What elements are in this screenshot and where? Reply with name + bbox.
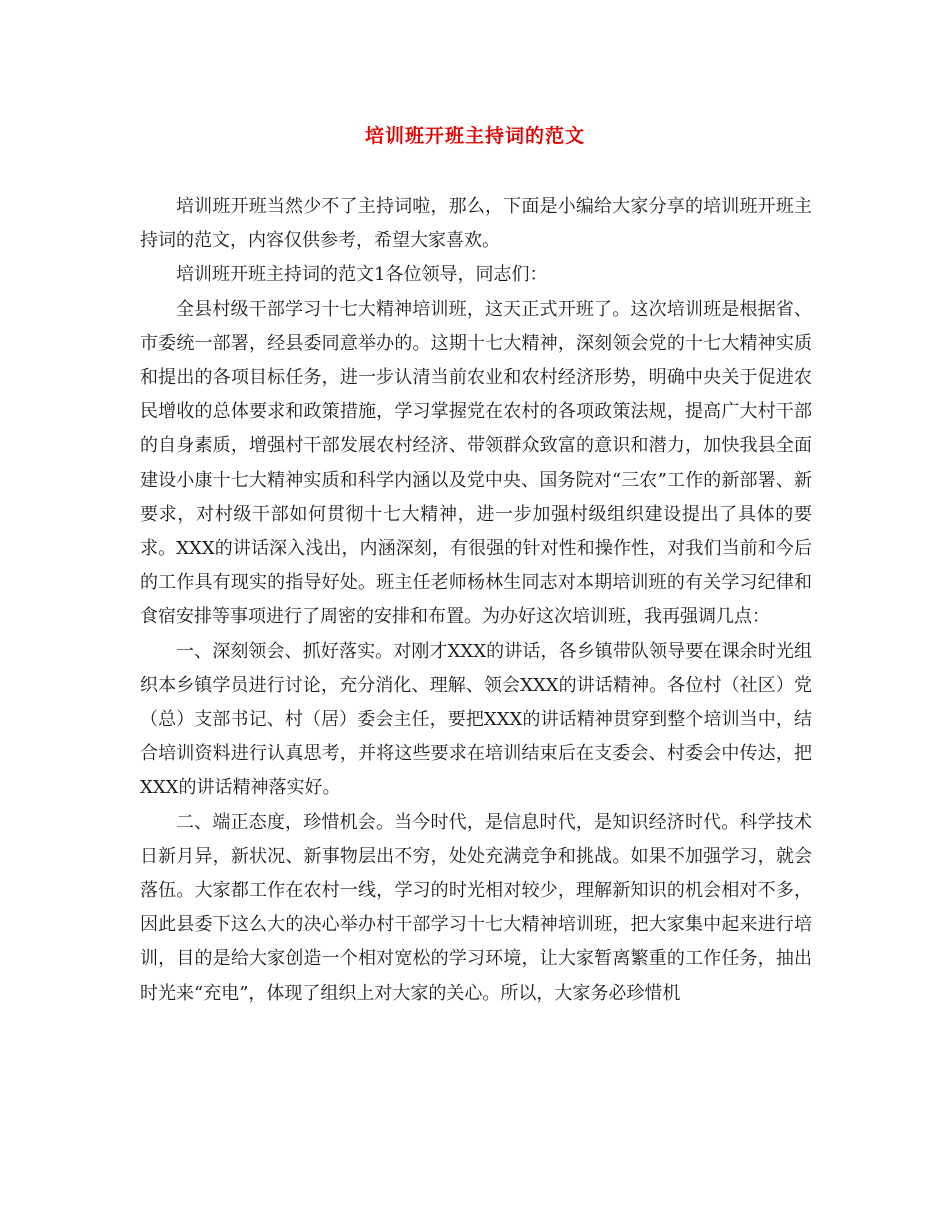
document-title: 培训班开班主持词的范文	[364, 125, 585, 147]
document-body	[140, 190, 812, 1011]
paragraph-point-two: 二、端正态度，珍惜机会。当今时代，是信息时代，是知识经济时代。科学技术日新月异，新状况、新事物层出不穷，处处充满竞争和挑战。如果不加强学习，就会落伍。大家都工作在农村一线，学习的时光相对较少，理解新知识的机会相对不多，因此县委下这么大的决心举办村干部学习十七大精神培训班，把大家集中起来进行培训，目的是给大家创造一个相对宽松的学习环境，让大家暂离繁重的工作任务，抽出时光来“充电”，体现了组织上对大家的关心。所以，大家务必珍惜机	[140, 811, 812, 1004]
paragraph-point-one: 一、深刻领会、抓好落实。对刚才XXX的讲话，各乡镇带队领导要在课余时光组织本乡镇学员进行讨论，充分消化、理解、领会XXX的讲话精神。各位村（社区）党（总）支部书记、村（居）委会主任，要把XXX的讲话精神贯穿到整个培训当中，结合培训资料进行认真思考，并将这些要求在培训结束后在支委会、村委会中传达，把XXX的讲话精神落实好。	[140, 640, 812, 799]
paragraph-salutation: 培训班开班主持词的范文1各位领导，同志们：	[176, 264, 548, 286]
paragraph-opening: 全县村级干部学习十七大精神培训班，这天正式开班了。这次培训班是根据省、市委统一部署，经县委同意举办的。这期十七大精神，深刻领会党的十七大精神实质和提出的各项目标任务，进一步认清当前农业和农村经济形势，明确中央关于促进农民增收的总体要求和政策措施，学习掌握党在农村的各项政策法规，提高广大村干部的自身素质，增强村干部发展农村经济、带领群众致富的意识和潜力，加快我县全面建设小康十七大精神实质和科学内涵以及党中央、国务院对“三农”工作的新部署、新要求，对村级干部如何贯彻十七大精神，进一步加强村级组织建设提出了具体的要求。XXX的讲话深入浅出，内涵深刻，有很强的针对性和操作性，对我们当前和今后的工作具有现实的指导好处。班主任老师杨林生同志对本期培训班的有关学习纪律和食宿安排等事项进行了周密的安排和布置。为办好这次培训班，我再强调几点：	[140, 298, 812, 628]
paragraph-intro: 培训班开班当然少不了主持词啦，那么，下面是小编给大家分享的培训班开班主持词的范文，内容仅供参考，希望大家喜欢。	[140, 196, 812, 252]
